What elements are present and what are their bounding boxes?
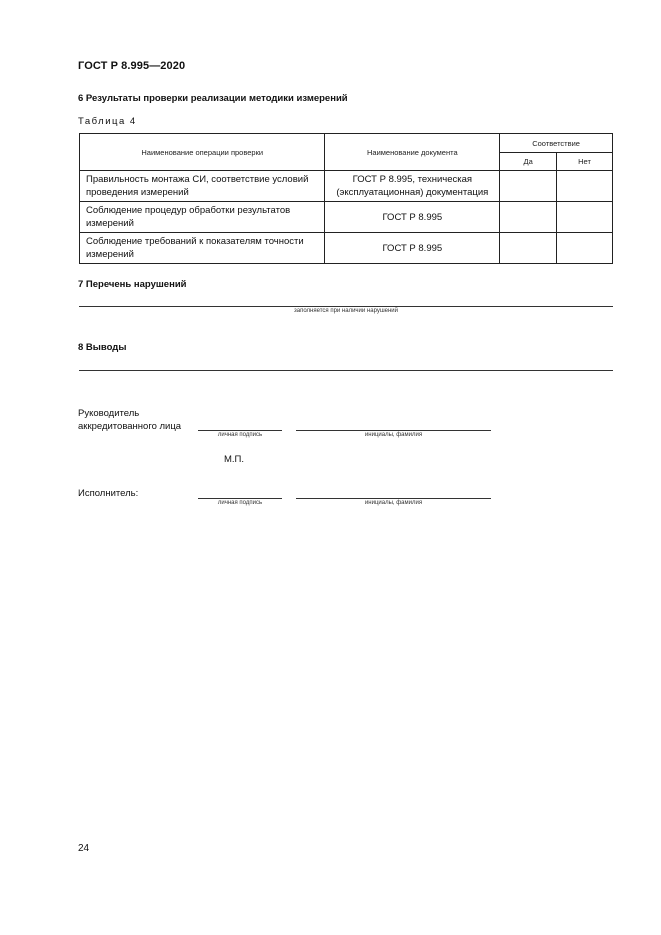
row-operation: Соблюдение требований к показателям точности измерений xyxy=(80,233,325,264)
executor-name-hint: инициалы, фамилия xyxy=(364,500,423,506)
row-document: ГОСТ Р 8.995, техническая (эксплуатационная) документация xyxy=(325,171,500,202)
column-header-operation: Наименование операции проверки xyxy=(80,134,325,171)
column-header-conformity: Соответствие xyxy=(500,134,613,153)
table-row xyxy=(80,202,613,233)
section-6-title: 6 Результаты проверки реализации методики измерений xyxy=(78,93,348,104)
row-document: ГОСТ Р 8.995 xyxy=(325,202,500,233)
executor-signature-hint: личная подпись xyxy=(217,500,263,506)
head-label: Руководитель аккредитованного лица xyxy=(78,408,182,432)
executor-name-line xyxy=(296,498,491,499)
row-operation: Правильность монтажа СИ, соответствие условий проведения измерений xyxy=(80,171,325,202)
page-number: 24 xyxy=(78,843,90,854)
head-signature-hint: личная подпись xyxy=(217,432,263,438)
table-row xyxy=(80,171,613,202)
head-name-hint: инициалы, фамилия xyxy=(364,432,423,438)
conclusions-line xyxy=(79,370,613,371)
executor-label: Исполнитель: xyxy=(78,488,139,499)
stamp-place: М.П. xyxy=(224,454,245,465)
row-no-cell xyxy=(557,171,613,202)
table-caption: Таблица 4 xyxy=(78,116,137,127)
head-name-line xyxy=(296,430,491,431)
row-yes-cell xyxy=(500,171,557,202)
section-7-title: 7 Перечень нарушений xyxy=(78,279,187,290)
table-row xyxy=(80,233,613,264)
row-yes-cell xyxy=(500,202,557,233)
column-header-yes: Да xyxy=(500,153,557,171)
violations-hint: заполняется при наличии нарушений xyxy=(293,308,399,314)
results-table xyxy=(79,133,613,264)
violations-line xyxy=(79,306,613,307)
section-8-title: 8 Выводы xyxy=(78,342,127,353)
row-no-cell xyxy=(557,202,613,233)
head-signature-line xyxy=(198,430,282,431)
row-yes-cell xyxy=(500,233,557,264)
row-no-cell xyxy=(557,233,613,264)
column-header-document: Наименование документа xyxy=(325,134,500,171)
row-operation: Соблюдение процедур обработки результатов измерений xyxy=(80,202,325,233)
document-id: ГОСТ Р 8.995—2020 xyxy=(78,60,186,72)
executor-signature-line xyxy=(198,498,282,499)
column-header-no: Нет xyxy=(557,153,613,171)
row-document: ГОСТ Р 8.995 xyxy=(325,233,500,264)
